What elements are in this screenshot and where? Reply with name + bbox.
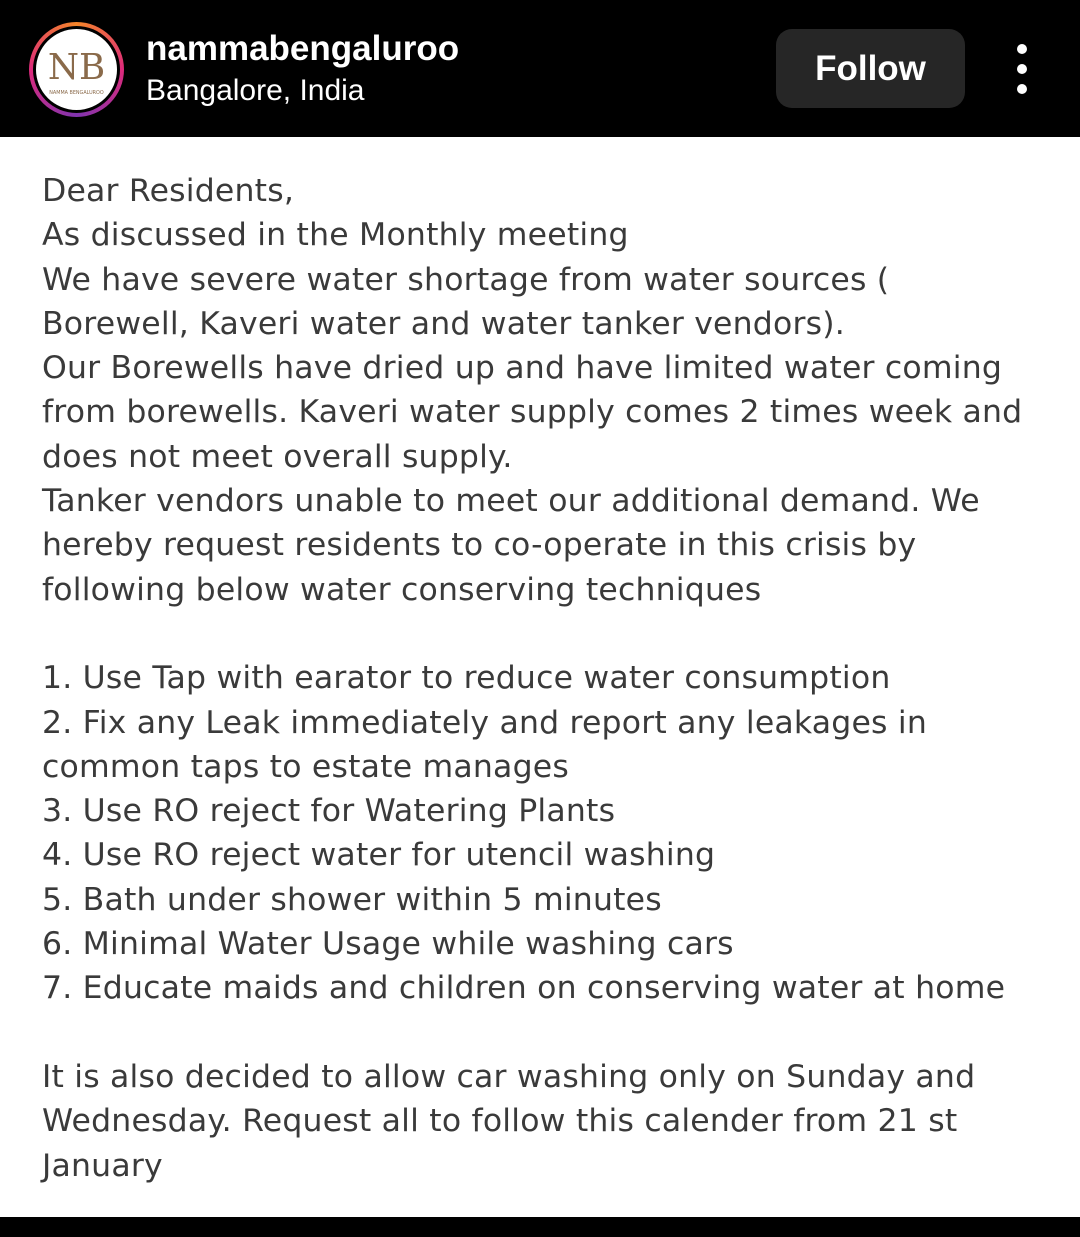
post-image — [0, 137, 1080, 1217]
follow-button[interactable]: Follow — [776, 29, 965, 108]
username-link[interactable]: nammabengaluroo — [146, 29, 460, 68]
bottom-bar — [0, 1217, 1080, 1237]
more-options-icon[interactable] — [1006, 44, 1038, 94]
list-item: common taps to estate manages — [42, 748, 569, 785]
profile-avatar[interactable] — [29, 22, 124, 117]
closing-line: Wednesday. Request all to follow this calender from 21 st — [42, 1103, 958, 1140]
svg-text:NAMMA BENGALUROO: NAMMA BENGALUROO — [49, 89, 104, 96]
list-item: 3. Use RO reject for Watering Plants — [42, 793, 616, 830]
paragraph-gap — [42, 612, 1052, 656]
closing-line: It is also decided to allow car washing only on Sunday and — [42, 1058, 976, 1095]
intro-line: following below water conserving techniques — [42, 571, 762, 608]
list-item: 1. Use Tap with earator to reduce water consumption — [42, 660, 891, 697]
list-item: 5. Bath under shower within 5 minutes — [42, 881, 662, 918]
list-item: 4. Use RO reject water for utencil washing — [42, 837, 716, 874]
intro-line: Borewell, Kaveri water and water tanker vendors). — [42, 305, 845, 342]
paragraph-gap — [42, 1011, 1052, 1055]
avatar-logo — [36, 29, 117, 110]
svg-text:NB: NB — [47, 47, 106, 89]
notice-text — [42, 169, 1052, 1188]
list-item: 6. Minimal Water Usage while washing cars — [42, 926, 734, 963]
intro-line: Our Borewells have dried up and have limited water coming — [42, 350, 1003, 387]
intro-line: As discussed in the Monthly meeting — [42, 217, 629, 254]
location-link[interactable]: Bangalore, India — [146, 74, 365, 107]
intro-line: We have severe water shortage from water sources ( — [42, 261, 890, 298]
nb-monogram-logo — [36, 29, 117, 110]
intro-line: hereby request residents to co-operate in this crisis by — [42, 527, 917, 564]
intro-line: Dear Residents, — [42, 173, 295, 209]
post-header — [0, 0, 1080, 137]
intro-line: does not meet overall supply. — [42, 438, 513, 475]
intro-line: Tanker vendors unable to meet our additional demand. We — [42, 483, 980, 520]
list-item: 2. Fix any Leak immediately and report any leakages in — [42, 704, 928, 741]
list-item: 7. Educate maids and children on conserving water at home — [42, 970, 1006, 1007]
closing-line: January — [42, 1147, 163, 1184]
intro-line: from borewells. Kaveri water supply comes 2 times week and — [42, 394, 1023, 431]
